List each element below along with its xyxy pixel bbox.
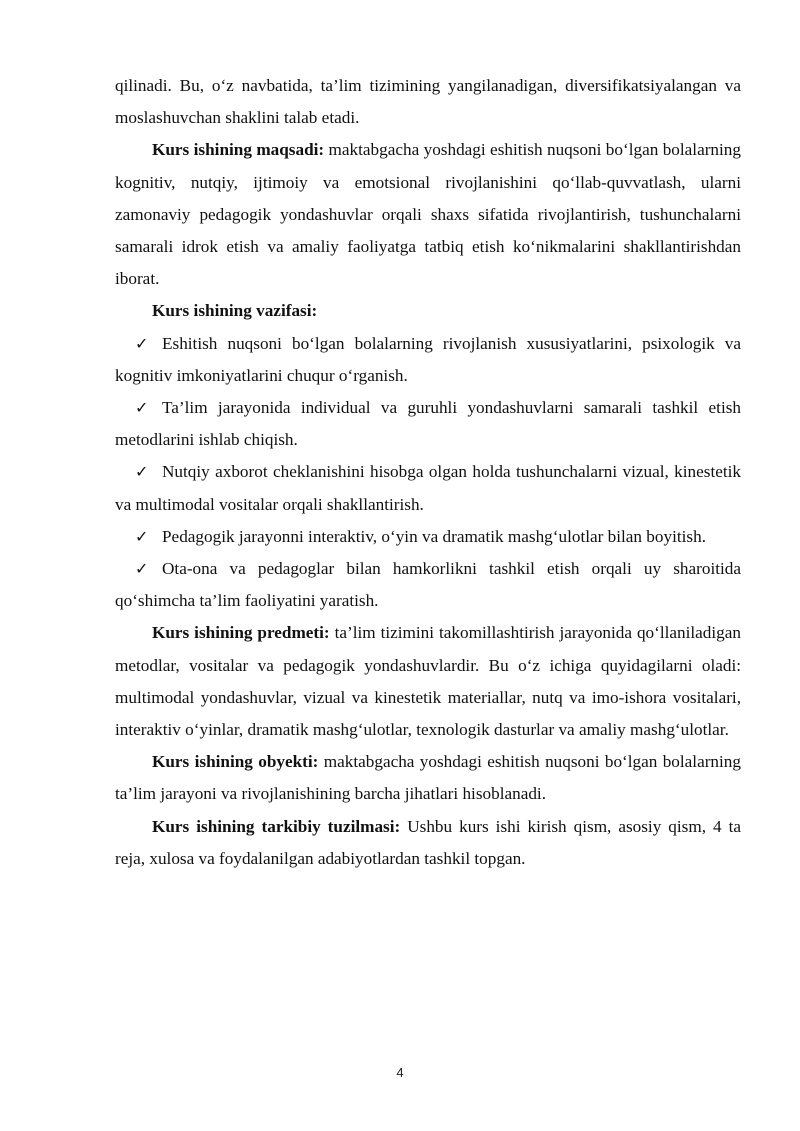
object-label: Kurs ishining obyekti: xyxy=(152,752,319,772)
tasks-label: Kurs ishining vazifasi: xyxy=(152,301,318,321)
page-body xyxy=(115,70,741,875)
goal-paragraph xyxy=(115,134,741,295)
task-item-text: Pedagogik jarayonni interaktiv, o‘yin va dramatik mashg‘ulotlar bilan boyitish. xyxy=(162,526,706,546)
goal-label: Kurs ishining maqsadi: xyxy=(152,140,325,160)
subject-label: Kurs ishining predmeti: xyxy=(152,623,330,643)
task-item-text: Ta’lim jarayonida individual va guruhli yondashuvlarni samarali tashkil etish metodlarini ishlab chiqish. xyxy=(115,398,741,450)
checkmark-icon: ✓ xyxy=(135,526,149,546)
intro-paragraph: qilinadi. Bu, o‘z navbatida, ta’lim tizimining yangilanadigan, diversifikatsiyalangan va moslashuvchan shaklini talab etadi. xyxy=(115,76,741,128)
task-item-text: Nutqiy axborot cheklanishini hisobga olgan holda tushunchalarni vizual, kinestetik va multimodal vositalar orqali shakllantirish. xyxy=(115,462,741,514)
object-text: maktabgacha yoshdagi eshitish nuqsoni bo‘lgan bolalarning ta’lim jarayoni va rivojlanishining barcha jihatlari hisoblanadi. xyxy=(115,752,741,804)
page-number: 4 xyxy=(396,1065,404,1080)
checkmark-icon: ✓ xyxy=(135,398,149,418)
subject-paragraph xyxy=(115,617,741,746)
subject-text: ta’lim tizimini takomillashtirish jarayonida qo‘llaniladigan metodlar, vositalar va pedagogik yondashuvlardir. Bu o‘z ichiga quyidagilarni oladi: multimodal yondashuvlar, vizual va kinestetik materiallar, nutq va imo-ishora vositalari, interaktiv o‘yinlar, dramatik mashg‘ulotlar, texnologik dasturlar va amaliy mashg‘ulotlar. xyxy=(115,623,741,740)
task-item xyxy=(115,456,741,520)
task-item xyxy=(115,392,741,456)
task-item xyxy=(115,521,741,553)
structure-text: Ushbu kurs ishi kirish qism, asosiy qism, 4 ta reja, xulosa va foydalanilgan adabiyotlardan tashkil topgan. xyxy=(115,816,741,868)
structure-label: Kurs ishining tarkibiy tuzilmasi: xyxy=(152,816,401,836)
task-item-text: Eshitish nuqsoni bo‘lgan bolalarning rivojlanish xususiyatlarini, psixologik va kognitiv imkoniyatlarini chuqur o‘rganish. xyxy=(115,333,741,385)
tasks-heading xyxy=(115,295,741,327)
goal-text: maktabgacha yoshdagi eshitish nuqsoni bo‘lgan bolalarning kognitiv, nutqiy, ijtimoiy va emotsional rivojlanishini qo‘llab-quvvatlash, ularni zamonaviy pedagogik yondashuvlar orqali shaxs sifatida rivojlantirish, tushunchalarni samarali idrok etish va amaliy faoliyatga tatbiq etish ko‘nikmalarini shakllantirishdan iborat. xyxy=(115,140,741,289)
task-item xyxy=(115,553,741,617)
task-item-text: Ota-ona va pedagoglar bilan hamkorlikni tashkil etish orqali uy sharoitida qo‘shimcha ta’lim faoliyatini yaratish. xyxy=(115,559,741,611)
structure-paragraph xyxy=(115,811,741,875)
object-paragraph xyxy=(115,746,741,810)
checkmark-icon: ✓ xyxy=(135,462,149,482)
task-item xyxy=(115,328,741,392)
checkmark-icon: ✓ xyxy=(135,559,149,579)
checkmark-icon: ✓ xyxy=(135,333,149,353)
